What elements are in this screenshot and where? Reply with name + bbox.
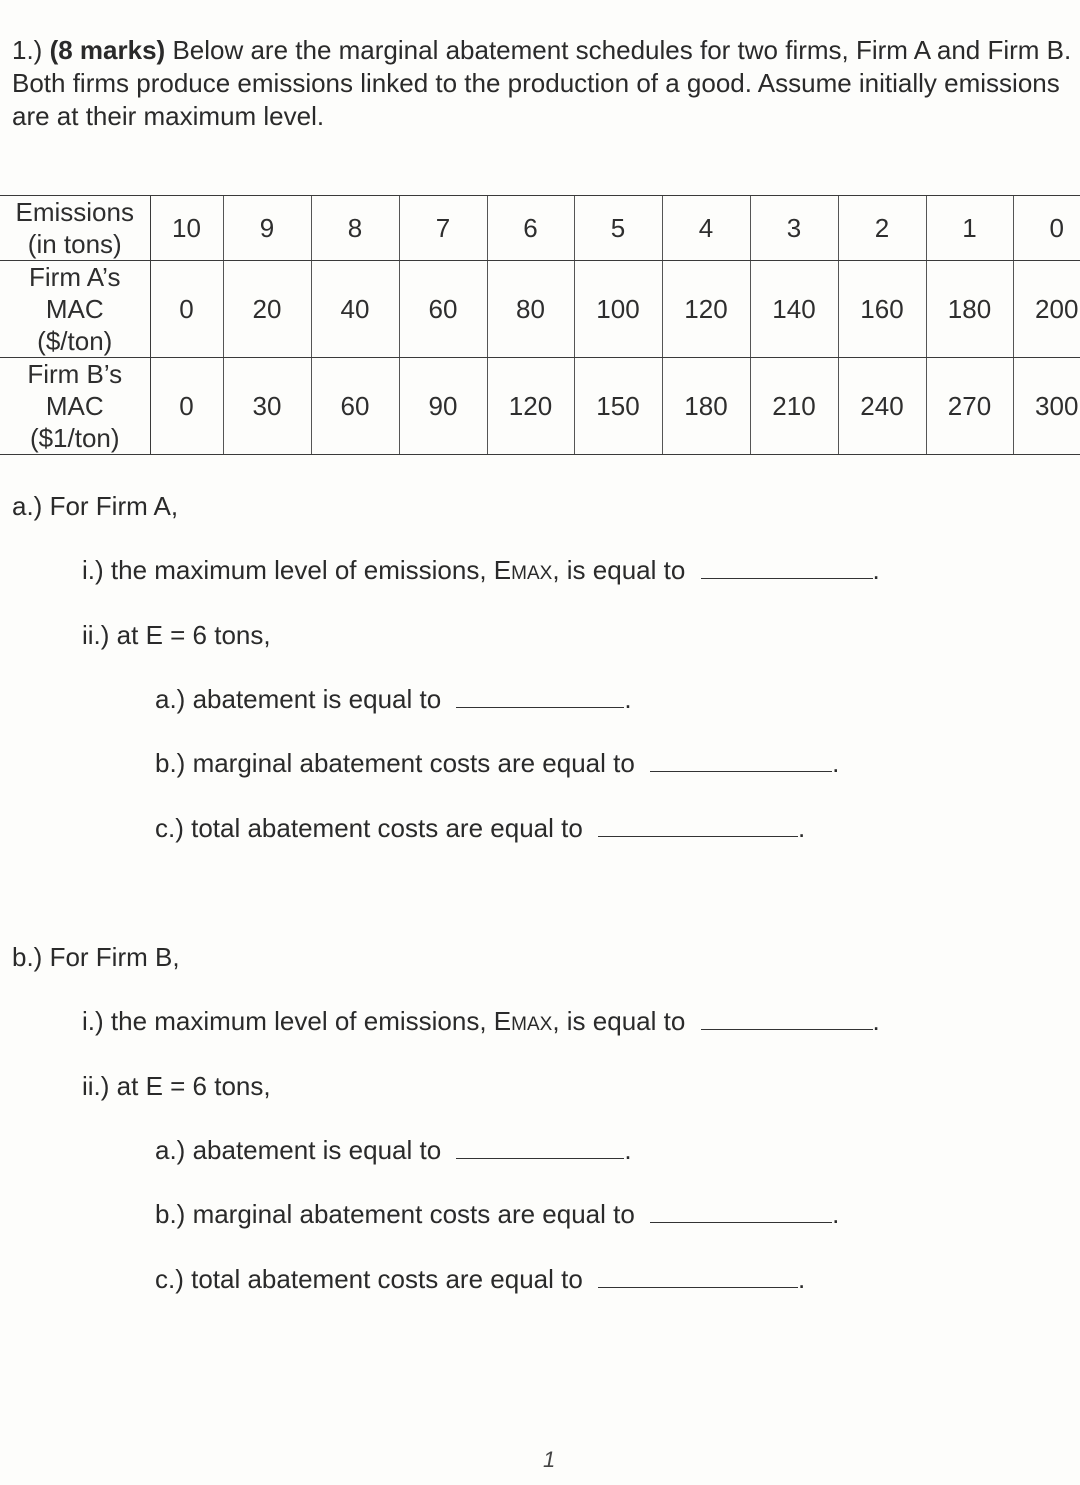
firm-a-mac-cell: 160 xyxy=(838,261,926,358)
firm-b-mac-cell: 210 xyxy=(750,358,838,455)
firm-b-mac-cell: 180 xyxy=(662,358,750,455)
firm-b-mac-cell: 270 xyxy=(926,358,1013,455)
part-b-abatement-question: a.) abatement is equal to . xyxy=(155,1135,632,1165)
firm-b-mac-cell: 240 xyxy=(838,358,926,455)
firm-b-mac-cell: 60 xyxy=(311,358,399,455)
answer-blank[interactable] xyxy=(650,1200,832,1223)
firm-a-mac-cell: 120 xyxy=(662,261,750,358)
emissions-cell: 3 xyxy=(750,196,838,261)
emissions-cell: 1 xyxy=(926,196,1013,261)
answer-blank[interactable] xyxy=(701,1007,873,1030)
part-a-tac-question: c.) total abatement costs are equal to . xyxy=(155,813,806,843)
emissions-row xyxy=(0,196,1080,261)
row-header-emissions: Emissions (in tons) xyxy=(0,196,150,261)
firm-a-mac-cell: 80 xyxy=(487,261,574,358)
part-a-mac-question: b.) marginal abatement costs are equal to . xyxy=(155,748,840,778)
answer-blank[interactable] xyxy=(456,685,624,708)
emissions-cell: 10 xyxy=(150,196,223,261)
answer-blank[interactable] xyxy=(598,1265,798,1288)
emissions-cell: 0 xyxy=(1013,196,1080,261)
answer-blank[interactable] xyxy=(456,1136,624,1159)
firm-a-mac-cell: 20 xyxy=(223,261,311,358)
emissions-cell: 2 xyxy=(838,196,926,261)
row-header-firm-b: Firm B’s MAC ($1/ton) xyxy=(0,358,150,455)
part-a-e6-heading: ii.) at E = 6 tons, xyxy=(82,620,271,650)
emissions-cell: 9 xyxy=(223,196,311,261)
firm-a-mac-cell: 0 xyxy=(150,261,223,358)
emissions-cell: 5 xyxy=(574,196,662,261)
firm-a-mac-cell: 140 xyxy=(750,261,838,358)
firm-b-mac-cell: 120 xyxy=(487,358,574,455)
firm-b-mac-cell: 90 xyxy=(399,358,487,455)
firm-a-mac-cell: 100 xyxy=(574,261,662,358)
part-b-e6-heading: ii.) at E = 6 tons, xyxy=(82,1071,271,1101)
emissions-cell: 7 xyxy=(399,196,487,261)
part-a-emax-question: i.) the maximum level of emissions, EMAX, is equal to . xyxy=(82,555,880,585)
firm-a-mac-cell: 40 xyxy=(311,261,399,358)
abatement-table xyxy=(0,195,1080,455)
question-number: 1.) xyxy=(12,35,43,65)
part-b-mac-question: b.) marginal abatement costs are equal to . xyxy=(155,1199,840,1229)
answer-blank[interactable] xyxy=(701,556,873,579)
firm-a-mac-cell: 200 xyxy=(1013,261,1080,358)
part-b-tac-question: c.) total abatement costs are equal to . xyxy=(155,1264,806,1294)
answer-blank[interactable] xyxy=(650,749,832,772)
part-b-heading: b.) For Firm B, xyxy=(12,942,180,972)
firm-b-mac-cell: 30 xyxy=(223,358,311,455)
question-intro xyxy=(12,34,1072,133)
row-header-firm-a: Firm A’s MAC ($/ton) xyxy=(0,261,150,358)
firm-b-mac-cell: 150 xyxy=(574,358,662,455)
part-a-abatement-question: a.) abatement is equal to . xyxy=(155,684,632,714)
emissions-cell: 8 xyxy=(311,196,399,261)
firm-a-mac-cell: 60 xyxy=(399,261,487,358)
page-number: 1 xyxy=(543,1447,556,1472)
firm-b-mac-cell: 300 xyxy=(1013,358,1080,455)
firm-b-row xyxy=(0,358,1080,455)
question-text: Below are the marginal abatement schedules for two firms, Firm A and Firm B. Both firms produce emissions linked to the production of a good. Assume initially emissions are at their maximum level. xyxy=(12,35,1072,131)
part-b-emax-question: i.) the maximum level of emissions, EMAX, is equal to . xyxy=(82,1006,880,1036)
question-marks: (8 marks) xyxy=(49,35,166,65)
firm-b-mac-cell: 0 xyxy=(150,358,223,455)
answer-blank[interactable] xyxy=(598,814,798,837)
part-a-heading: a.) For Firm A, xyxy=(12,491,179,521)
firm-a-mac-cell: 180 xyxy=(926,261,1013,358)
emissions-cell: 6 xyxy=(487,196,574,261)
emissions-cell: 4 xyxy=(662,196,750,261)
firm-a-row xyxy=(0,261,1080,358)
